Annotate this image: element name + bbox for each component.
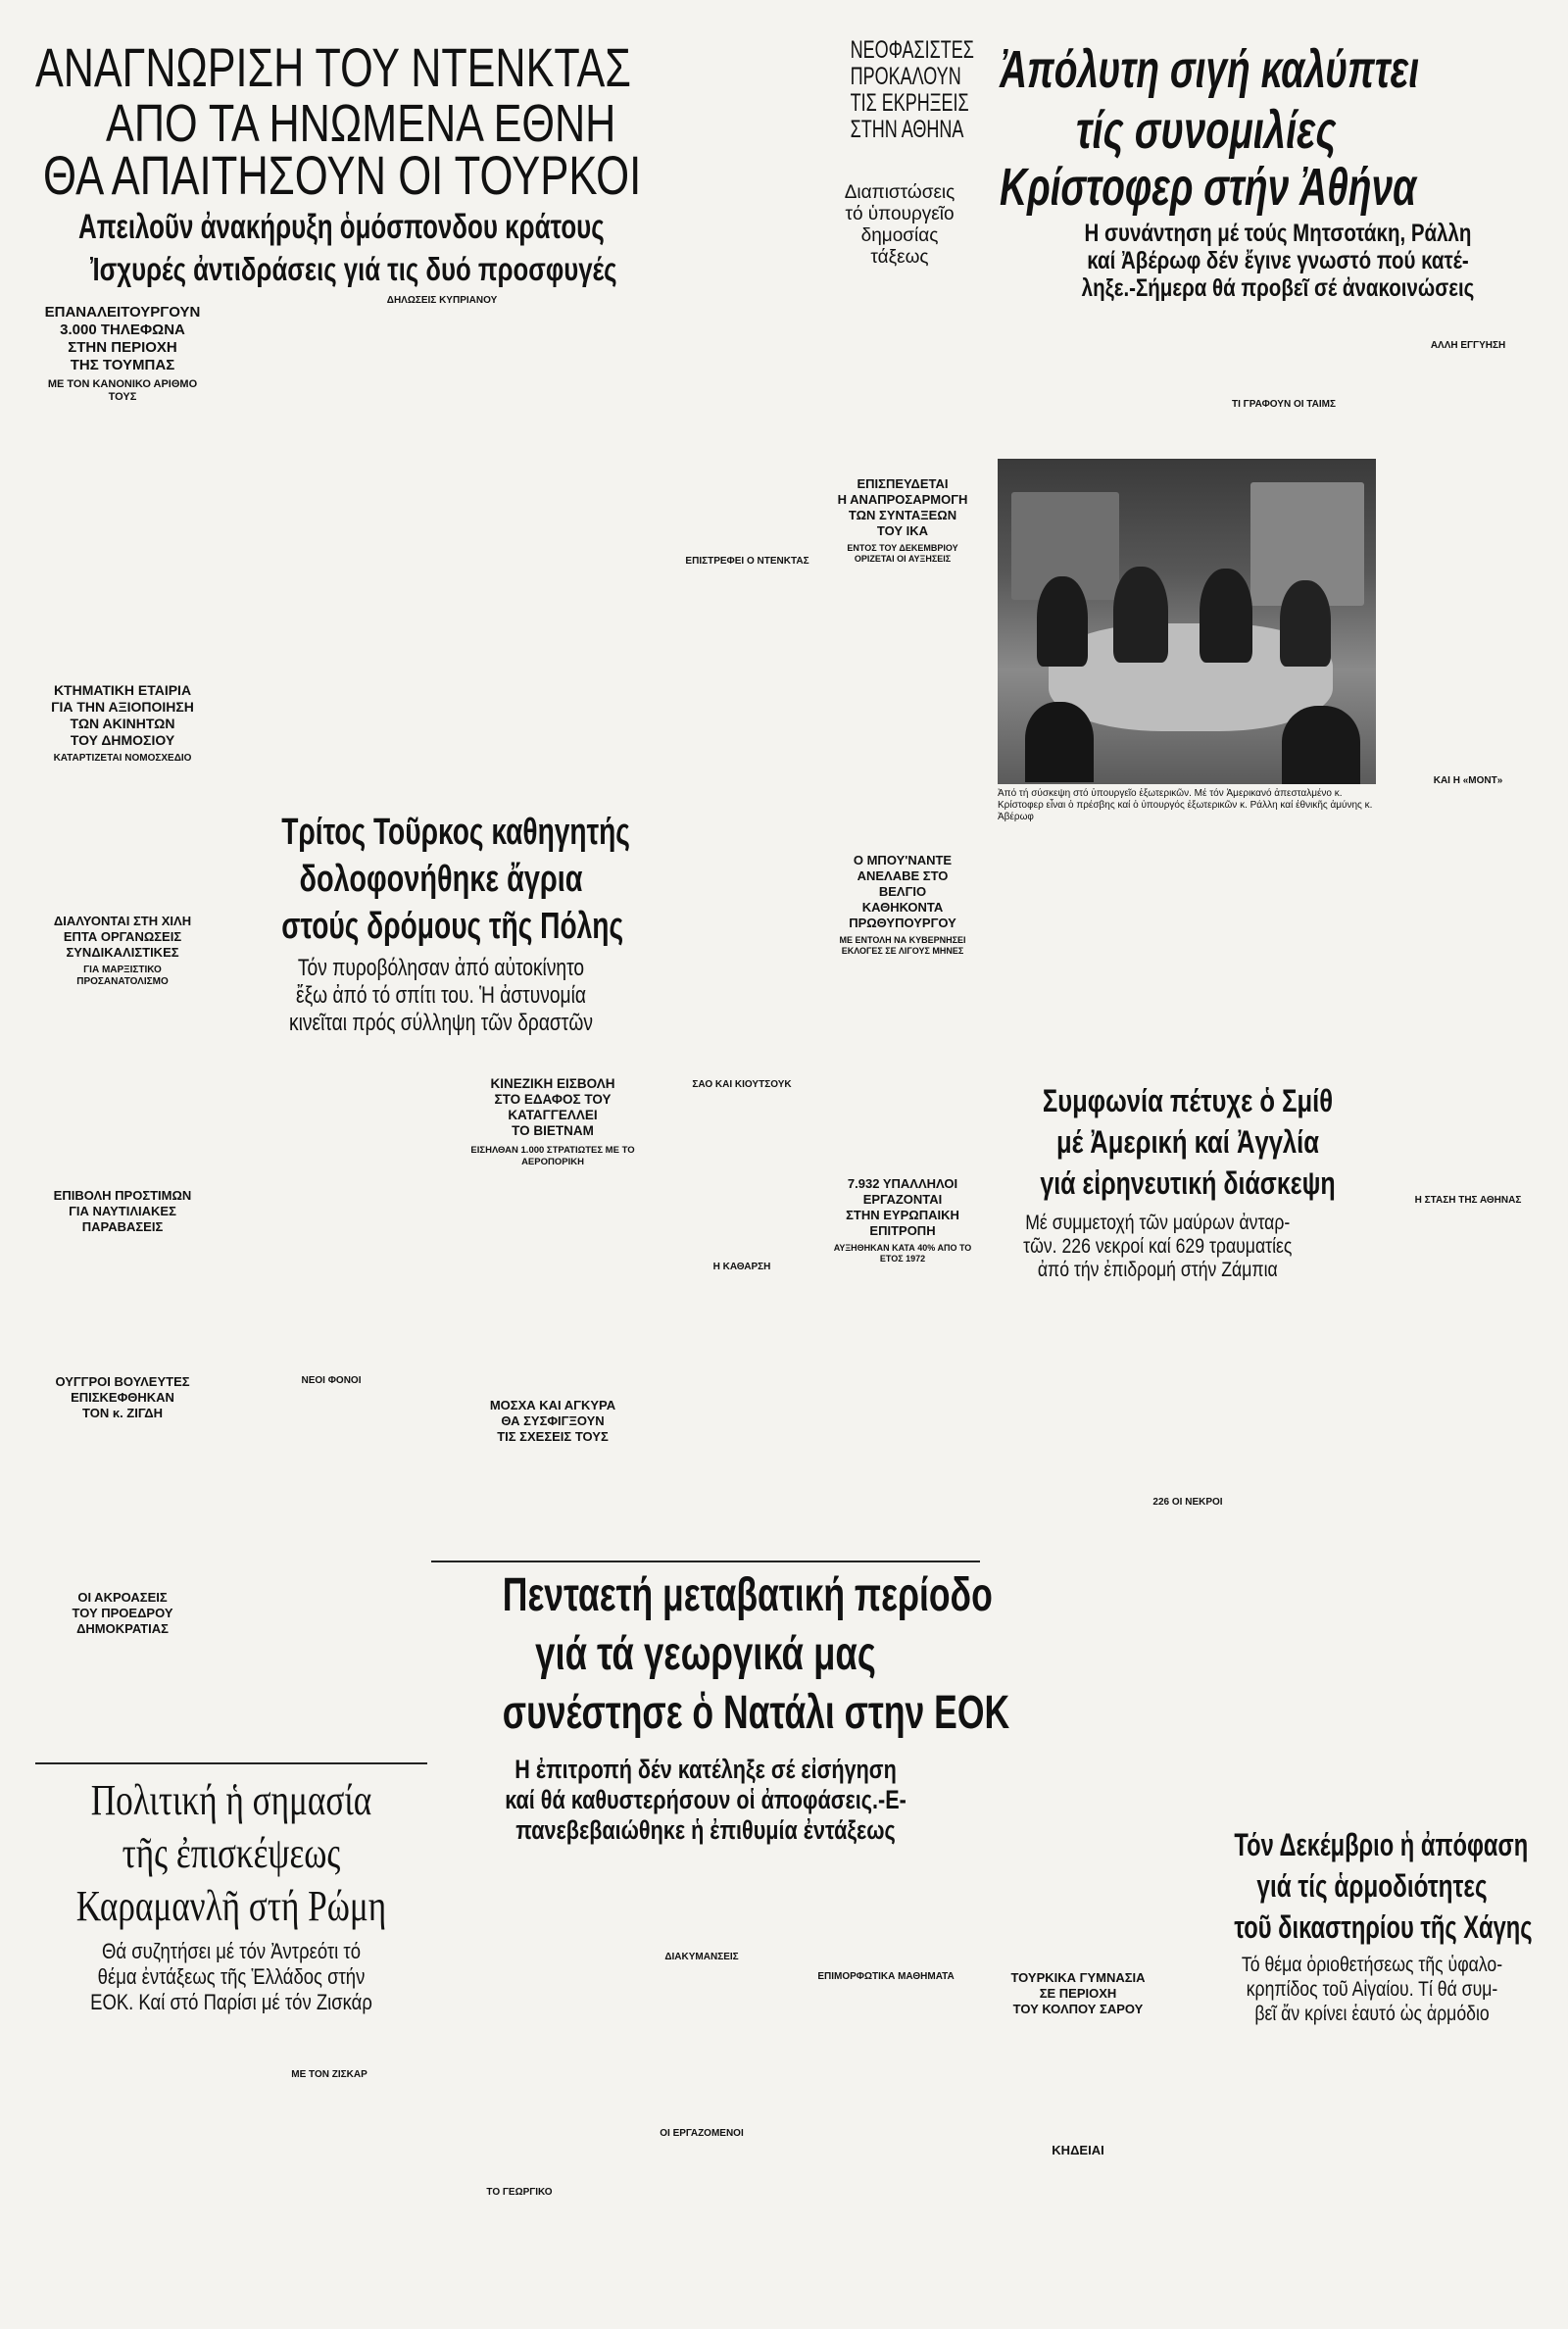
section-head-mont: ΚΑΙ Η «ΜΟΝΤ»	[1433, 775, 1503, 786]
politiki-subhead: Θά συζητήσει μέ τόν Ἀντρεότι τό θέμα ἐντάξεως τῆς Ἑλλάδος στήν ΕΟΚ. Καί στό Παρίσι μέ τόν Ζισκάρ	[90, 1939, 372, 2014]
section-head-kathairesi: Η ΚΑΘΑΡΣΗ	[712, 1262, 771, 1272]
meeting-photo	[998, 459, 1376, 784]
main-headline-sub2: Ἰσχυρές ἀντιδράσεις γιά τις δυό προσφυγές	[90, 251, 617, 287]
main-headline-line3: ΘΑ ΑΠΑΙΤΗΣΟΥΝ ΟΙ ΤΟΥΡΚΟΙ	[43, 144, 642, 206]
box-ktimatiki: ΚΤΗΜΑΤΙΚΗ ΕΤΑΙΡΙΑ ΓΙΑ ΤΗΝ ΑΞΙΟΠΟΙΗΣΗ ΤΩΝ ΑΚΙΝΗΤΩΝ ΤΟΥ ΔΗΜΟΣΙΟΥ ΚΑΤΑΡΤΙΖΕΤΑΙ ΝΟΜΟΣΧΕΔΙΟ	[51, 682, 194, 764]
box-epivoli: ΕΠΙΒΟΛΗ ΠΡΟΣΤΙΜΩΝ ΓΙΑ ΝΑΥΤΙΛΙΑΚΕΣ ΠΑΡΑΒΑΣΕΙΣ	[53, 1188, 192, 1234]
box-mpou: Ο ΜΠΟΥ'ΝΑΝΤΕ ΑΝΕΛΑΒΕ ΣΤΟ ΒΕΛΓΙΟ ΚΑΘΗΚΟΝΤΑ ΠΡΩΘΥΠΟΥΡΓΟΥ ΜΕ ΕΝΤΟΛΗ ΝΑ ΚΥΒΕΡΝΗΣΕΙ ΕΚΛΟΓΕΣ ΣΕ ΛΙΓΟΥΣ ΜΗΝΕΣ	[839, 853, 966, 956]
article-ypallilo-text	[833, 1274, 972, 1555]
turk-subhead: Τόν πυροβόλησαν ἀπό αὐτοκίνητο ἔξω ἀπό τό σπίτι του. Ἡ ἀστυνομία κινεῖται πρός σύλληψη τῶν δραστῶν	[289, 955, 593, 1036]
article-kinezik-text	[457, 1188, 649, 1392]
neofasistes-headline: ΝΕΟΦΑΣΙΣΤΕΣ ΠΡΟΚΑΛΟΥΝ ΤΙΣ ΕΚΡΗΞΕΙΣ ΣΤΗΝ ΑΘΗΝΑ	[850, 36, 974, 143]
smith-headline-line1: Συμφωνία πέτυχε ὁ Σμίθ	[1042, 1083, 1334, 1118]
section-head-epistrefei: ΕΠΙΣΤΡΕΦΕΙ Ο ΝΤΕΝΚΤΑΣ	[685, 556, 809, 567]
section-head-kouteouk: ΣΑΟ ΚΑΙ ΚΙΟΥΤΣΟΥΚ	[692, 1079, 792, 1090]
box-epanaleitourgoun: ΕΠΑΝΑΛΕΙΤΟΥΡΓΟΥΝ 3.000 ΤΗΛΕΦΩΝΑ ΣΤΗΝ ΠΕΡΙΟΧΗ ΤΗΣ ΤΟΥΜΠΑΣ ΜΕ ΤΟΝ ΚΑΝΟΝΙΚΟ ΑΡΙΘΜΟ ΤΟΥΣ	[44, 304, 201, 403]
article-main-text-col4	[519, 294, 672, 784]
main-headline-line1: ΑΝΑΓΝΩΡΙΣΗ ΤΟΥ ΝΤΕΝΚΤΑΣ	[35, 36, 631, 98]
smith-headline-line2: μέ Ἀμερική καί Ἀγγλία	[1055, 1124, 1320, 1160]
smith-headline-line3: γιά εἰρηνευτική διάσκεψη	[1040, 1165, 1336, 1201]
christopher-headline-line2: τίς συνομιλίες	[1076, 101, 1337, 160]
box-gymnasia: ΤΟΥΡΚΙΚΑ ΓΥΜΝΑΣΙΑ ΣΕ ΠΕΡΙΟΧΗ ΤΟΥ ΚΟΛΠΟΥ ΣΑΡΟΥ	[1010, 1970, 1146, 2016]
article-col5-lower	[659, 1039, 825, 1555]
article-pentaeti-col3	[796, 1853, 976, 2313]
hague-headline-line2: γιά τίς ἁρμοδιότητες	[1256, 1868, 1488, 1904]
section-head-nekroi: 226 ΟΙ ΝΕΚΡΟΙ	[1152, 1497, 1223, 1508]
pentaeti-headline-line1: Πενταετή μεταβατική περίοδο	[502, 1569, 993, 1621]
article-akroaseis-text	[39, 1647, 208, 1755]
article-episp-text	[833, 584, 972, 849]
turk-headline-line3: στούς δρόμους τῆς Πόλης	[281, 906, 624, 947]
article-epanal-text	[39, 510, 208, 645]
pentaeti-headline-line3: συνέστησε ὁ Νατάλι στην ΕΟΚ	[502, 1687, 1010, 1739]
section-head-diakymanseis: ΔΙΑΚΥΜΑΝΣΕΙΣ	[664, 1952, 739, 1962]
article-pentaeti-col2	[613, 1853, 790, 2313]
article-turk-text	[216, 1045, 447, 1555]
article-christopher-col1	[998, 308, 1186, 459]
turk-headline-line2: δολοφονήθηκε ἄγρια	[299, 859, 583, 900]
politiki-headline-line2: τῆς ἐπισκέψεως	[122, 1829, 341, 1877]
article-main-text-col3	[368, 294, 515, 784]
section-head-ergazomenoi: ΟΙ ΕΡΓΑΖΟΜΕΝΟΙ	[660, 2128, 744, 2139]
christopher-headline-line3: Κρίστοφερ στήν Ἀθήνα	[1000, 158, 1417, 217]
article-hague-col1	[1186, 2035, 1366, 2313]
photo-caption: Ἀπό τή σύσκεψη στό ὑπουργεῖο ἐξωτερικῶν. Μέ τόν Ἀμερικανό ἀπεσταλμένο κ. Κρίστοφερ εἶναι ὁ πρέσβης καί ὁ ὑπουργός ἐξωτερικῶν κ. Ράλλη καί ἐθνικῆς ἀμύνης κ. Ἀβέρωφ	[998, 788, 1373, 822]
section-head-stasi: Η ΣΤΑΣΗ ΤΗΣ ΑΘΗΝΑΣ	[1414, 1195, 1522, 1206]
pentaeti-headline-line2: γιά τά γεωργικά μας	[535, 1628, 876, 1680]
article-christopher-col2-lower	[1190, 819, 1378, 1084]
section-head-ziskar: ΜΕ ΤΟΝ ΖΙΣΚΑΡ	[291, 2069, 368, 2080]
politiki-headline-line1: Πολιτική ἡ σημασία	[90, 1776, 372, 1824]
smith-subhead: Μέ συμμετοχή τῶν μαύρων ἀνταρ- τῶν. 226 νεκροί καί 629 τραυματίες ἀπό τήν ἐπιδρομή στήν Ζάμπια	[1023, 1212, 1293, 1281]
christopher-headline-line1: Ἀπόλυτη σιγή καλύπτει	[1000, 40, 1420, 99]
divider	[431, 1561, 980, 1562]
article-smith-text	[998, 1290, 1378, 1819]
article-main-text-col2	[216, 294, 363, 784]
article-dialy-text	[39, 998, 208, 1184]
section-head-georgiko: ΤΟ ΓΕΩΡΓΙΚΟ	[486, 2187, 553, 2198]
article-hague-col2	[1372, 2035, 1554, 2313]
box-akroaseis: ΟΙ ΑΚΡΟΑΣΕΙΣ ΤΟΥ ΠΡΟΕΔΡΟΥ ΔΗΜΟΚΡΑΤΙΑΣ	[72, 1590, 173, 1636]
article-gymnasia-text	[980, 2029, 1176, 2137]
article-politiki-col1	[39, 2023, 225, 2313]
section-head-neoi-fonoi: ΝΕΟΙ ΦΟΝΟΙ	[301, 1375, 362, 1386]
article-vouleftes-text	[39, 1431, 208, 1584]
turk-headline-line1: Τρίτος Τοῦρκος καθηγητής	[281, 812, 630, 853]
section-head-grafoun: ΤΙ ΓΡΑΦΟΥΝ ΟΙ ΤΑΙΜΣ	[1232, 399, 1336, 410]
article-neof-text	[833, 257, 972, 467]
main-headline-line2: ΑΠΟ ΤΑ ΗΝΩΜΕΝΑ ΕΘΝΗ	[106, 94, 616, 153]
section-head-mathimata: ΕΠΙΜΟΡΦΩΤΙΚΑ ΜΑΘΗΜΑΤΑ	[817, 1971, 955, 1982]
hague-subhead: Τό θέμα ὁριοθετήσεως τῆς ὑφαλο- κρηπίδος τοῦ Αἰγαίου. Τί θά συμ- βεῖ ἄν κρίνει ἑαυτό ὡς ἁρμόδιο	[1241, 1954, 1503, 2025]
box-moscha: ΜΟΣΧΑ ΚΑΙ ΑΓΚΥΡΑ ΘΑ ΣΥΣΦΙΓΞΟΥΝ ΤΙΣ ΣΧΕΣΕΙΣ ΤΟΥΣ	[489, 1398, 616, 1444]
article-epivoli-text	[39, 1243, 208, 1368]
article-christopher-col3	[1382, 308, 1554, 768]
article-ktima-text	[39, 790, 208, 908]
box-kideiai: ΚΗΔΕΙΑΙ	[1052, 2143, 1104, 2157]
box-ypallilo: 7.932 ΥΠΑΛΛΗΛΟΙ ΕΡΓΑΖΟΝΤΑΙ ΣΤΗΝ ΕΥΡΩΠΑΙΚΗ ΕΠΙΤΡΟΠΗ ΑΥΞΗΘΗΚΑΝ ΚΑΤΑ 40% ΑΠΟ ΤΟ ΕΤΟΣ 1972	[833, 1176, 972, 1264]
article-christopher-col1-lower	[998, 819, 1186, 1084]
article-christopher-col3-lower	[1382, 774, 1554, 1774]
pentaeti-subhead: Η ἐπιτροπή δέν κατέληξε σέ εἰσήγηση καί θά καθυστερήσουν οἱ ἀποφάσεις.-Ε- πανεβεβαιώθηκε ἡ ἐπιθυμία ἐντάξεως	[505, 1755, 906, 1845]
article-col5-text	[676, 294, 828, 784]
article-christopher-col2	[1190, 308, 1378, 459]
box-episp: ΕΠΙΣΠΕΥΔΕΤΑΙ Η ΑΝΑΠΡΟΣΑΡΜΟΓΗ ΤΩΝ ΣΥΝΤΑΞΕΩΝ ΤΟΥ ΙΚΑ ΕΝΤΟΣ ΤΟΥ ΔΕΚΕΜΒΡΙΟΥ ΟΡΙΖΕΤΑΙ ΟΙ ΑΥΞΗΣΕΙΣ	[837, 476, 968, 564]
main-headline-sub1: Απειλοῦν ἀνακήρυξη ὁμόσπονδου κράτους	[78, 208, 605, 246]
neofasistes-subhead: Διαπιστώσεις τό ὑπουργεῖο δημοσίας τάξεως	[844, 182, 956, 268]
box-dialyontai: ΔΙΑΛΥΟΝΤΑΙ ΣΤΗ ΧΙΛΗ ΕΠΤΑ ΟΡΓΑΝΩΣΕΙΣ ΣΥΝΔΙΚΑΛΙΣΤΙΚΕΣ ΓΙΑ ΜΑΡΞΙΣΤΙΚΟ ΠΡΟΣΑΝΑΤΟΛΙΣΜΟ	[53, 914, 192, 987]
article-kideiai-text	[980, 2164, 1176, 2313]
politiki-headline-line3: Καραμανλῆ στή Ρώμη	[75, 1882, 387, 1930]
article-pentaeti-col1	[431, 1853, 608, 2313]
article-mpou-text	[833, 951, 972, 1176]
article-moscha-text	[457, 1457, 649, 1555]
christopher-subhead: Η συνάντηση μέ τούς Μητσοτάκη, Ράλλη καί Ἀβέρωφ δέν ἔγινε γνωστό πού κατέ- ληξε.-Σήμερα θά προβεῖ σέ ἀνακοινώσεις	[1081, 220, 1475, 302]
hague-headline-line1: Τόν Δεκέμβριο ἡ ἀπόφαση	[1234, 1827, 1529, 1862]
box-vouleftes: ΟΥΓΓΡΟΙ ΒΟΥΛΕΥΤΕΣ ΕΠΙΣΚΕΦΘΗΚΑΝ ΤΟΝ κ. ΖΙΓΔΗ	[55, 1374, 190, 1420]
divider	[35, 1762, 427, 1764]
hague-headline-line3: τοῦ δικαστηρίου τῆς Χάγης	[1234, 1909, 1533, 1945]
section-head-allh: ΑΛΛΗ ΕΓΓΥΗΣΗ	[1430, 340, 1506, 351]
section-head-kyprianou: ΔΗΛΩΣΕΙΣ ΚΥΠΡΙΑΝΟΥ	[386, 295, 498, 306]
box-kinezik: ΚΙΝΕΖΙΚΗ ΕΙΣΒΟΛΗ ΣΤΟ ΕΔΑΦΟΣ ΤΟΥ ΚΑΤΑΓΓΕΛΛΕΙ ΤΟ ΒΙΕΤΝΑΜ ΕΙΣΗΛΘΑΝ 1.000 ΣΤΡΑΤΙΩΤΕΣ ΜΕ ΤΟ ΑΕΡΟΠΟΡΙΚΗ	[470, 1076, 635, 1167]
